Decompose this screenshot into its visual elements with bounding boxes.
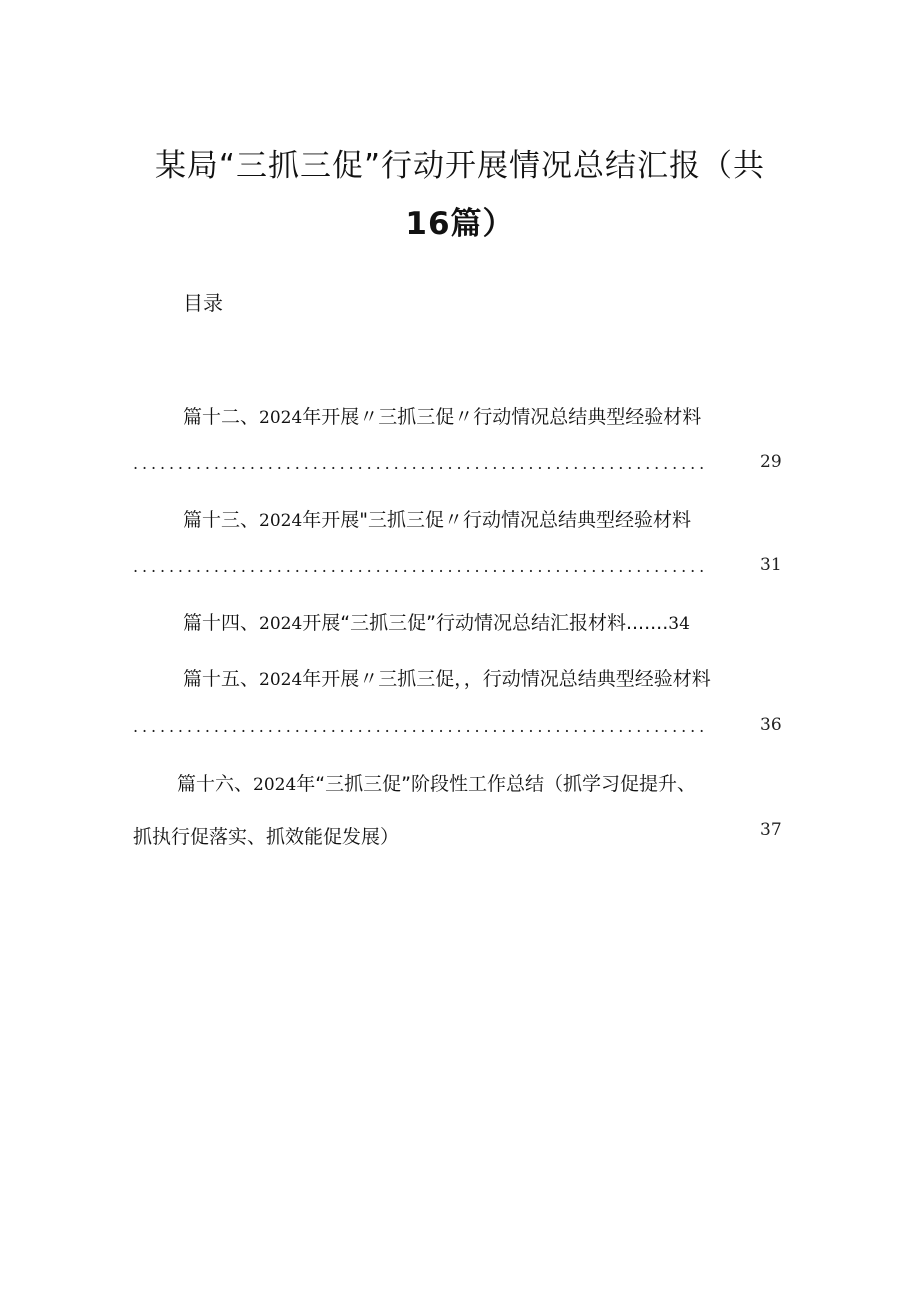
toc-entry-year: 2024: [259, 408, 303, 428]
toc-leader-dots: ................................................................: [133, 557, 709, 576]
toc-entry-prefix: 篇十六、: [177, 773, 254, 795]
toc-entry-text: 年“三抓三促”阶段性工作总结（抓学习促提升、: [296, 773, 696, 795]
toc-page-number[interactable]: 29: [760, 452, 782, 472]
toc-page-number[interactable]: 37: [760, 820, 782, 840]
toc-page-number: 34: [668, 614, 690, 634]
toc-entry-text: 年开展〃三抓三促，，行动情况总结典型经验材料: [302, 668, 711, 690]
toc-entry-text: 年开展"三抓三促〃行动情况总结典型经验材料: [302, 509, 692, 531]
toc-entry-year: 2024: [259, 511, 303, 531]
toc-entry-13[interactable]: [183, 505, 691, 532]
toc-entry-prefix: 篇十四、: [183, 612, 260, 634]
toc-entry-year: 2024: [259, 670, 303, 690]
toc-entry-year: 2024: [253, 775, 297, 795]
toc-entry-14[interactable]: [183, 608, 690, 635]
toc-leader-dots: ................................................................: [133, 454, 709, 473]
toc-entry-text: 开展“三抓三促”行动情况总结汇报材料.......: [302, 612, 669, 634]
toc-entry-prefix: 篇十三、: [183, 509, 260, 531]
toc-entry-12[interactable]: [183, 402, 701, 429]
toc-entry-prefix: 篇十五、: [183, 668, 260, 690]
toc-entry-16[interactable]: [177, 769, 696, 796]
toc-entry-15[interactable]: [183, 664, 711, 691]
document-title-line-1: 某局“三抓三促”行动开展情况总结汇报（共: [154, 148, 766, 184]
toc-page-number[interactable]: 36: [760, 715, 782, 735]
toc-heading: 目录: [183, 291, 223, 315]
toc-leader-dots: ................................................................: [133, 717, 709, 736]
document-title-line-2: 16篇）: [405, 206, 515, 242]
toc-entry-prefix: 篇十二、: [183, 406, 260, 428]
toc-entry-16-continuation[interactable]: 抓执行促落实、抓效能促发展）: [133, 826, 400, 848]
toc-entry-year: 2024: [259, 614, 303, 634]
toc-page-number[interactable]: 31: [760, 555, 782, 575]
toc-entry-text: 年开展〃三抓三促〃行动情况总结典型经验材料: [302, 406, 702, 428]
